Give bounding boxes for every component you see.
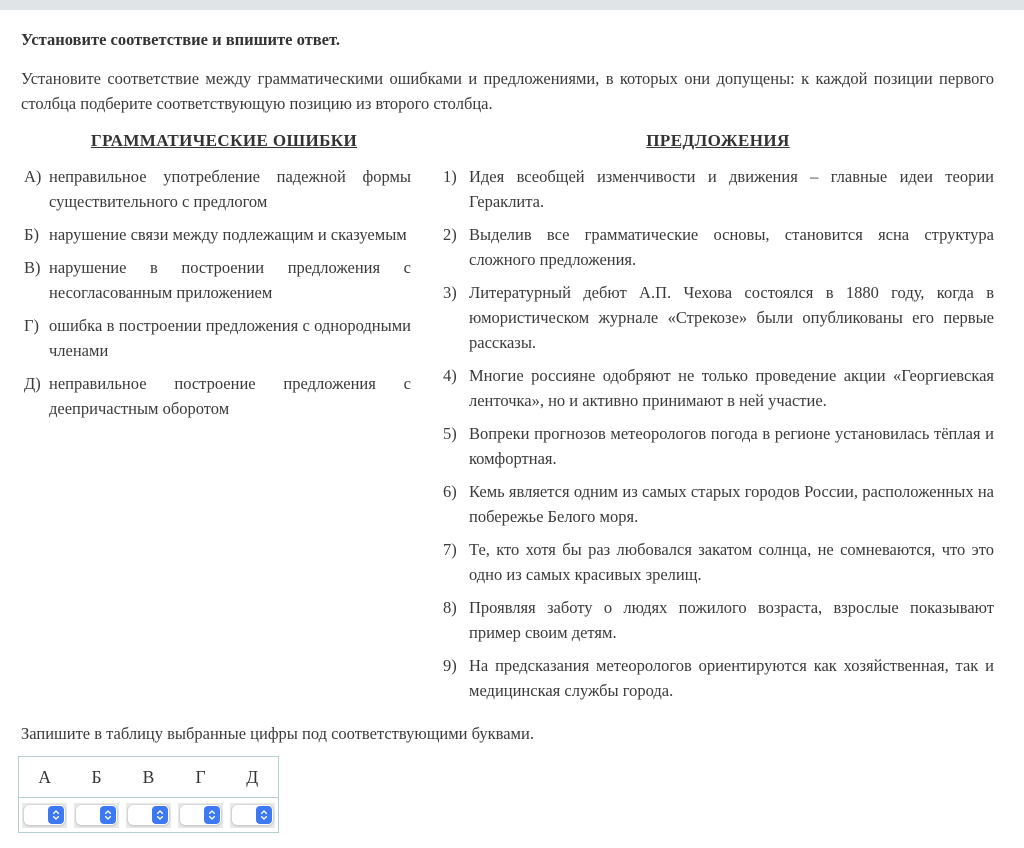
sentence-item-8 [442, 595, 994, 645]
sentence-item-2 [442, 222, 994, 272]
item-text: нарушение связи между подлежащим и сказуемым [49, 225, 407, 244]
answer-table [18, 756, 279, 833]
select-stepper-icon [48, 806, 64, 824]
answer-instruction: Запишите в таблицу выбранные цифры под соответствующими буквами. [21, 724, 534, 743]
answer-header-b: Б [71, 757, 123, 798]
item-marker: 2) [443, 225, 457, 244]
sentence-item-3 [442, 280, 994, 355]
item-text: На предсказания метеорологов ориентируются как хозяйственная, так и медицинская службы города. [469, 656, 994, 700]
answer-select-d[interactable] [230, 803, 275, 828]
select-pill [180, 805, 221, 825]
item-text: Проявляя заботу о людях пожилого возраста, взрослые показывают пример своим детям. [469, 598, 994, 642]
item-text: Вопреки прогнозов метеорологов погода в регионе установилась тёплая и комфортная. [469, 424, 994, 468]
error-item-v [21, 255, 411, 305]
select-stepper-icon [100, 806, 116, 824]
item-text: неправильное построение предложения с деепричастным оборотом [49, 374, 411, 418]
task-intro: Установите соответствие между грамматическими ошибками и предложениями, в которых они допущены: к каждой позиции первого столбца подберите соответствующую позицию из второго столбца. [21, 69, 994, 113]
error-item-b [21, 222, 411, 247]
answer-header-v: В [123, 757, 175, 798]
sentence-item-7 [442, 537, 994, 587]
item-text: Идея всеобщей изменчивости и движения – главные идеи теории Гераклита. [469, 167, 994, 211]
item-marker: Г) [24, 316, 40, 335]
answer-table-select-row [19, 798, 279, 833]
answer-cell-a [19, 798, 71, 833]
answer-select-v[interactable] [126, 803, 171, 828]
sentences-column-header: ПРЕДЛОЖЕНИЯ [646, 131, 790, 150]
task-title: Установите соответствие и впишите ответ. [21, 30, 340, 49]
answer-cell-v [123, 798, 175, 833]
matching-columns [21, 130, 994, 703]
item-text: ошибка в построении предложения с однородными членами [49, 316, 411, 360]
select-pill [232, 805, 273, 825]
answer-header-d: Д [227, 757, 279, 798]
select-stepper-icon [152, 806, 168, 824]
answer-table-header-row [19, 757, 279, 798]
answer-select-b[interactable] [74, 803, 119, 828]
select-pill [24, 805, 65, 825]
item-text: Те, кто хотя бы раз любовался закатом солнца, не сомневаются, что это одно из самых красивых зрелищ. [469, 540, 994, 584]
errors-list [21, 164, 411, 421]
sentence-item-9 [442, 653, 994, 703]
item-marker: 6) [443, 482, 457, 501]
item-marker: 8) [443, 598, 457, 617]
answer-select-a[interactable] [22, 803, 67, 828]
item-text: неправильное употребление падежной формы существительного с предлогом [49, 167, 411, 211]
sentence-item-5 [442, 421, 994, 471]
item-marker: Б) [24, 225, 39, 244]
item-marker: 1) [443, 167, 457, 186]
item-marker: 9) [443, 656, 457, 675]
sentence-item-6 [442, 479, 994, 529]
sentence-item-1 [442, 164, 994, 214]
answer-cell-d [227, 798, 279, 833]
error-item-g [21, 313, 411, 363]
item-marker: 5) [443, 424, 457, 443]
item-marker: В) [24, 258, 41, 277]
top-divider-bar [0, 0, 1024, 10]
error-item-a [21, 164, 411, 214]
item-marker: 3) [443, 283, 457, 302]
item-marker: А) [24, 167, 42, 186]
answer-cell-g [175, 798, 227, 833]
select-stepper-icon [204, 806, 220, 824]
sentences-list [442, 164, 994, 703]
errors-column [21, 130, 411, 703]
item-marker: 4) [443, 366, 457, 385]
sentence-item-4 [442, 363, 994, 413]
task-page [0, 29, 1024, 833]
answer-header-g: Г [175, 757, 227, 798]
answer-cell-b [71, 798, 123, 833]
select-stepper-icon [256, 806, 272, 824]
item-text: Литературный дебют А.П. Чехова состоялся в 1880 году, когда в юмористическом журнале «Стрекозе» были опубликованы его первые рассказы. [469, 283, 994, 352]
error-item-d [21, 371, 411, 421]
answer-select-g[interactable] [178, 803, 223, 828]
item-text: Многие россияне одобряют не только проведение акции «Георгиевская ленточка», но и активно принимают в ней участие. [469, 366, 994, 410]
item-marker: Д) [24, 374, 41, 393]
item-text: Выделив все грамматические основы, становится ясна структура сложного предложения. [469, 225, 994, 269]
item-text: нарушение в построении предложения с несогласованным приложением [49, 258, 411, 302]
answer-header-a: А [19, 757, 71, 798]
item-text: Кемь является одним из самых старых городов России, расположенных на побережье Белого моря. [469, 482, 994, 526]
item-marker: 7) [443, 540, 457, 559]
errors-column-header: ГРАММАТИЧЕСКИЕ ОШИБКИ [90, 131, 358, 150]
select-pill [128, 805, 169, 825]
sentences-column [442, 130, 994, 703]
select-pill [76, 805, 117, 825]
